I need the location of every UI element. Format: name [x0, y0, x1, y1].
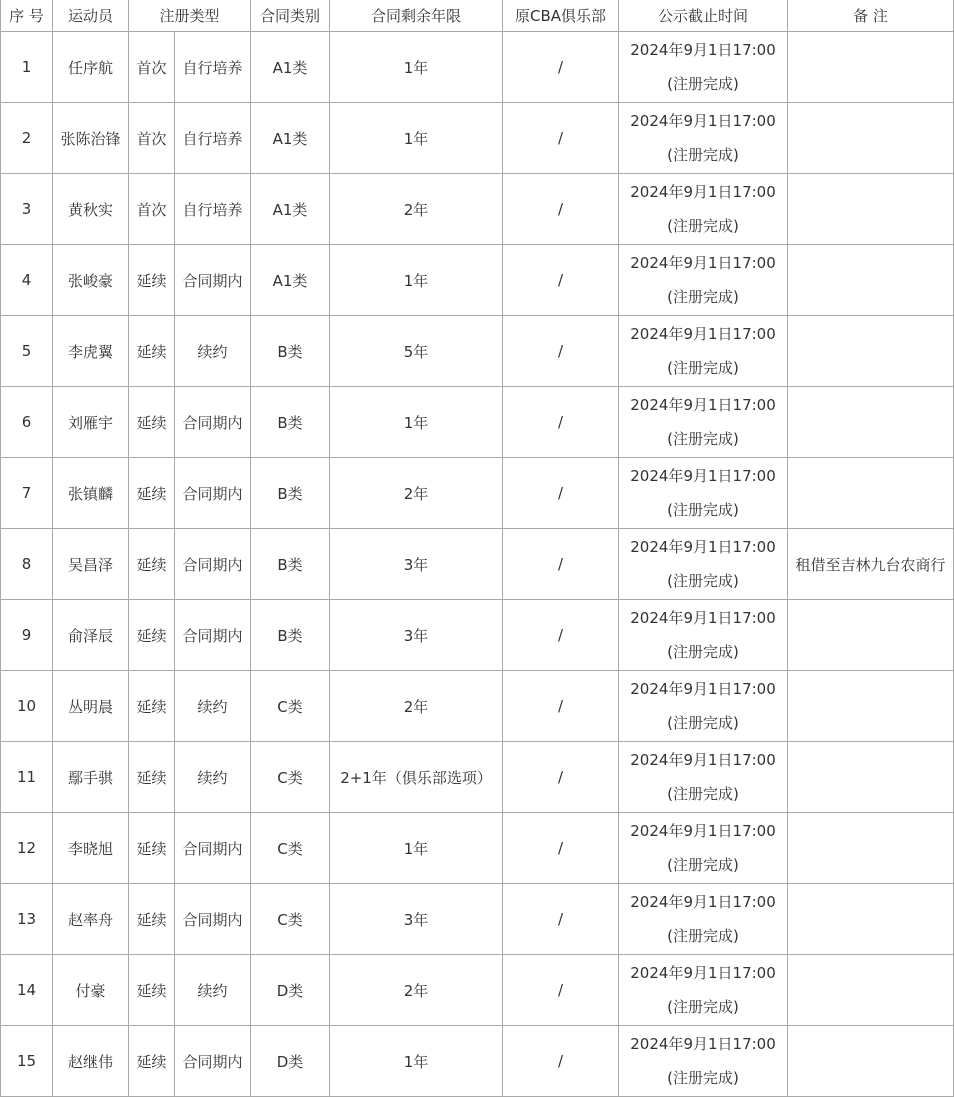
cell-no: 15	[1, 1026, 53, 1097]
deadline-date: 2024年9月1日17:00	[630, 680, 776, 698]
cell-athlete: 刘雁宇	[53, 387, 129, 458]
table-row	[1, 742, 954, 813]
cell-former-club: /	[503, 316, 619, 387]
cell-remark	[788, 884, 954, 955]
cell-years-left: 3年	[330, 884, 503, 955]
deadline-status: (注册完成)	[667, 430, 739, 448]
cell-contract-class: A1类	[251, 103, 330, 174]
header-registration-type: 注册类型	[129, 0, 251, 32]
header-years-left: 合同剩余年限	[330, 0, 503, 32]
cell-contract-class: B类	[251, 458, 330, 529]
cell-years-left: 3年	[330, 529, 503, 600]
cell-contract-class: A1类	[251, 174, 330, 245]
cell-registration-kind: 首次	[129, 32, 175, 103]
cell-deadline	[619, 955, 788, 1026]
cell-deadline	[619, 387, 788, 458]
deadline-date: 2024年9月1日17:00	[630, 893, 776, 911]
cell-athlete: 黄秋实	[53, 174, 129, 245]
table-row	[1, 955, 954, 1026]
cell-registration-kind: 延续	[129, 387, 175, 458]
cell-former-club: /	[503, 529, 619, 600]
header-deadline: 公示截止时间	[619, 0, 788, 32]
cell-years-left: 2年	[330, 671, 503, 742]
cell-years-left: 1年	[330, 103, 503, 174]
deadline-status: (注册完成)	[667, 1069, 739, 1087]
deadline-status: (注册完成)	[667, 75, 739, 93]
cell-years-left: 2年	[330, 458, 503, 529]
cell-athlete: 付豪	[53, 955, 129, 1026]
cell-athlete: 张镇麟	[53, 458, 129, 529]
cell-contract-class: C类	[251, 742, 330, 813]
cell-former-club: /	[503, 1026, 619, 1097]
cell-contract-class: B类	[251, 387, 330, 458]
cell-deadline	[619, 316, 788, 387]
cell-remark	[788, 955, 954, 1026]
cell-registration-kind: 延续	[129, 316, 175, 387]
cell-registration-kind: 延续	[129, 955, 175, 1026]
cell-deadline	[619, 245, 788, 316]
cell-athlete: 鄢手骐	[53, 742, 129, 813]
cell-years-left: 1年	[330, 813, 503, 884]
cell-athlete: 吴昌泽	[53, 529, 129, 600]
cell-athlete: 李晓旭	[53, 813, 129, 884]
cell-remark	[788, 813, 954, 884]
cell-remark	[788, 600, 954, 671]
cell-deadline	[619, 32, 788, 103]
cell-former-club: /	[503, 813, 619, 884]
cell-former-club: /	[503, 458, 619, 529]
cell-registration-kind: 延续	[129, 742, 175, 813]
cell-remark	[788, 742, 954, 813]
deadline-date: 2024年9月1日17:00	[630, 183, 776, 201]
cell-registration-kind: 延续	[129, 529, 175, 600]
header-remark: 备 注	[788, 0, 954, 32]
cell-remark	[788, 32, 954, 103]
cell-registration-kind: 延续	[129, 813, 175, 884]
cell-former-club: /	[503, 671, 619, 742]
cell-remark: 租借至吉林九台农商行	[788, 529, 954, 600]
cell-athlete: 张陈治锋	[53, 103, 129, 174]
table-row	[1, 245, 954, 316]
cell-remark	[788, 103, 954, 174]
table-row	[1, 458, 954, 529]
cell-no: 10	[1, 671, 53, 742]
cell-athlete: 丛明晨	[53, 671, 129, 742]
cell-deadline	[619, 671, 788, 742]
cell-contract-class: B类	[251, 529, 330, 600]
header-no: 序 号	[1, 0, 53, 32]
cell-years-left: 3年	[330, 600, 503, 671]
table-row	[1, 174, 954, 245]
cell-no: 14	[1, 955, 53, 1026]
cell-registration-kind: 首次	[129, 103, 175, 174]
cell-years-left: 1年	[330, 1026, 503, 1097]
cell-deadline	[619, 742, 788, 813]
cell-former-club: /	[503, 387, 619, 458]
deadline-date: 2024年9月1日17:00	[630, 538, 776, 556]
cell-years-left: 1年	[330, 387, 503, 458]
deadline-date: 2024年9月1日17:00	[630, 467, 776, 485]
table-body	[1, 32, 954, 1097]
deadline-date: 2024年9月1日17:00	[630, 751, 776, 769]
cell-registration-detail: 合同期内	[175, 884, 251, 955]
cell-deadline	[619, 600, 788, 671]
deadline-status: (注册完成)	[667, 217, 739, 235]
cell-registration-detail: 合同期内	[175, 813, 251, 884]
deadline-status: (注册完成)	[667, 714, 739, 732]
cell-former-club: /	[503, 103, 619, 174]
cell-no: 11	[1, 742, 53, 813]
table-row	[1, 529, 954, 600]
cell-registration-kind: 延续	[129, 884, 175, 955]
cell-deadline	[619, 884, 788, 955]
cell-contract-class: C类	[251, 884, 330, 955]
cell-registration-detail: 自行培养	[175, 174, 251, 245]
header-athlete: 运动员	[53, 0, 129, 32]
cell-registration-detail: 合同期内	[175, 1026, 251, 1097]
cell-registration-detail: 合同期内	[175, 600, 251, 671]
header-contract-class: 合同类别	[251, 0, 330, 32]
deadline-date: 2024年9月1日17:00	[630, 964, 776, 982]
table-row	[1, 600, 954, 671]
cell-no: 13	[1, 884, 53, 955]
cell-registration-detail: 自行培养	[175, 32, 251, 103]
cell-remark	[788, 387, 954, 458]
cell-years-left: 1年	[330, 245, 503, 316]
cell-athlete: 张峻豪	[53, 245, 129, 316]
deadline-status: (注册完成)	[667, 359, 739, 377]
cell-no: 9	[1, 600, 53, 671]
deadline-status: (注册完成)	[667, 501, 739, 519]
cell-registration-kind: 延续	[129, 671, 175, 742]
deadline-date: 2024年9月1日17:00	[630, 609, 776, 627]
cell-former-club: /	[503, 600, 619, 671]
table-row	[1, 103, 954, 174]
cell-registration-detail: 续约	[175, 955, 251, 1026]
cell-registration-kind: 延续	[129, 1026, 175, 1097]
cell-deadline	[619, 813, 788, 884]
deadline-status: (注册完成)	[667, 856, 739, 874]
deadline-date: 2024年9月1日17:00	[630, 1035, 776, 1053]
table-row	[1, 32, 954, 103]
cell-deadline	[619, 174, 788, 245]
deadline-status: (注册完成)	[667, 927, 739, 945]
cell-years-left: 2+1年（俱乐部选项）	[330, 742, 503, 813]
cell-registration-detail: 合同期内	[175, 458, 251, 529]
cell-contract-class: A1类	[251, 245, 330, 316]
deadline-status: (注册完成)	[667, 288, 739, 306]
deadline-status: (注册完成)	[667, 146, 739, 164]
table-row	[1, 387, 954, 458]
deadline-date: 2024年9月1日17:00	[630, 325, 776, 343]
deadline-status: (注册完成)	[667, 785, 739, 803]
header-row	[1, 0, 954, 32]
cell-no: 7	[1, 458, 53, 529]
cell-registration-kind: 延续	[129, 458, 175, 529]
cell-contract-class: A1类	[251, 32, 330, 103]
cell-former-club: /	[503, 884, 619, 955]
cell-contract-class: C类	[251, 813, 330, 884]
cell-contract-class: B类	[251, 316, 330, 387]
cell-remark	[788, 671, 954, 742]
table-header	[1, 0, 954, 32]
table-row	[1, 671, 954, 742]
table-row	[1, 1026, 954, 1097]
header-former-club: 原CBA俱乐部	[503, 0, 619, 32]
deadline-status: (注册完成)	[667, 643, 739, 661]
cell-no: 3	[1, 174, 53, 245]
cell-no: 6	[1, 387, 53, 458]
cell-registration-kind: 延续	[129, 600, 175, 671]
cell-no: 8	[1, 529, 53, 600]
cell-registration-detail: 续约	[175, 671, 251, 742]
cell-former-club: /	[503, 32, 619, 103]
cell-years-left: 1年	[330, 32, 503, 103]
cell-deadline	[619, 103, 788, 174]
cell-remark	[788, 245, 954, 316]
cell-contract-class: D类	[251, 1026, 330, 1097]
deadline-date: 2024年9月1日17:00	[630, 254, 776, 272]
cell-registration-kind: 首次	[129, 174, 175, 245]
cell-deadline	[619, 529, 788, 600]
cell-no: 1	[1, 32, 53, 103]
cell-remark	[788, 316, 954, 387]
cell-former-club: /	[503, 955, 619, 1026]
cell-registration-detail: 续约	[175, 316, 251, 387]
deadline-date: 2024年9月1日17:00	[630, 112, 776, 130]
cell-years-left: 2年	[330, 955, 503, 1026]
cell-former-club: /	[503, 742, 619, 813]
cell-years-left: 5年	[330, 316, 503, 387]
cell-no: 12	[1, 813, 53, 884]
cell-no: 2	[1, 103, 53, 174]
cell-contract-class: D类	[251, 955, 330, 1026]
deadline-status: (注册完成)	[667, 572, 739, 590]
cell-no: 4	[1, 245, 53, 316]
cell-former-club: /	[503, 245, 619, 316]
cell-contract-class: C类	[251, 671, 330, 742]
cell-registration-detail: 合同期内	[175, 387, 251, 458]
cell-registration-detail: 合同期内	[175, 245, 251, 316]
cell-athlete: 任序航	[53, 32, 129, 103]
cell-athlete: 赵率舟	[53, 884, 129, 955]
cell-registration-kind: 延续	[129, 245, 175, 316]
table-row	[1, 316, 954, 387]
cell-no: 5	[1, 316, 53, 387]
cell-former-club: /	[503, 174, 619, 245]
cell-remark	[788, 458, 954, 529]
table-row	[1, 884, 954, 955]
cell-athlete: 李虎翼	[53, 316, 129, 387]
cell-athlete: 俞泽辰	[53, 600, 129, 671]
deadline-date: 2024年9月1日17:00	[630, 396, 776, 414]
cell-deadline	[619, 458, 788, 529]
deadline-date: 2024年9月1日17:00	[630, 822, 776, 840]
deadline-status: (注册完成)	[667, 998, 739, 1016]
cell-years-left: 2年	[330, 174, 503, 245]
table-row	[1, 813, 954, 884]
deadline-date: 2024年9月1日17:00	[630, 41, 776, 59]
cell-athlete: 赵继伟	[53, 1026, 129, 1097]
cell-registration-detail: 续约	[175, 742, 251, 813]
cell-registration-detail: 自行培养	[175, 103, 251, 174]
cell-deadline	[619, 1026, 788, 1097]
cell-contract-class: B类	[251, 600, 330, 671]
cell-registration-detail: 合同期内	[175, 529, 251, 600]
cell-remark	[788, 1026, 954, 1097]
cell-remark	[788, 174, 954, 245]
